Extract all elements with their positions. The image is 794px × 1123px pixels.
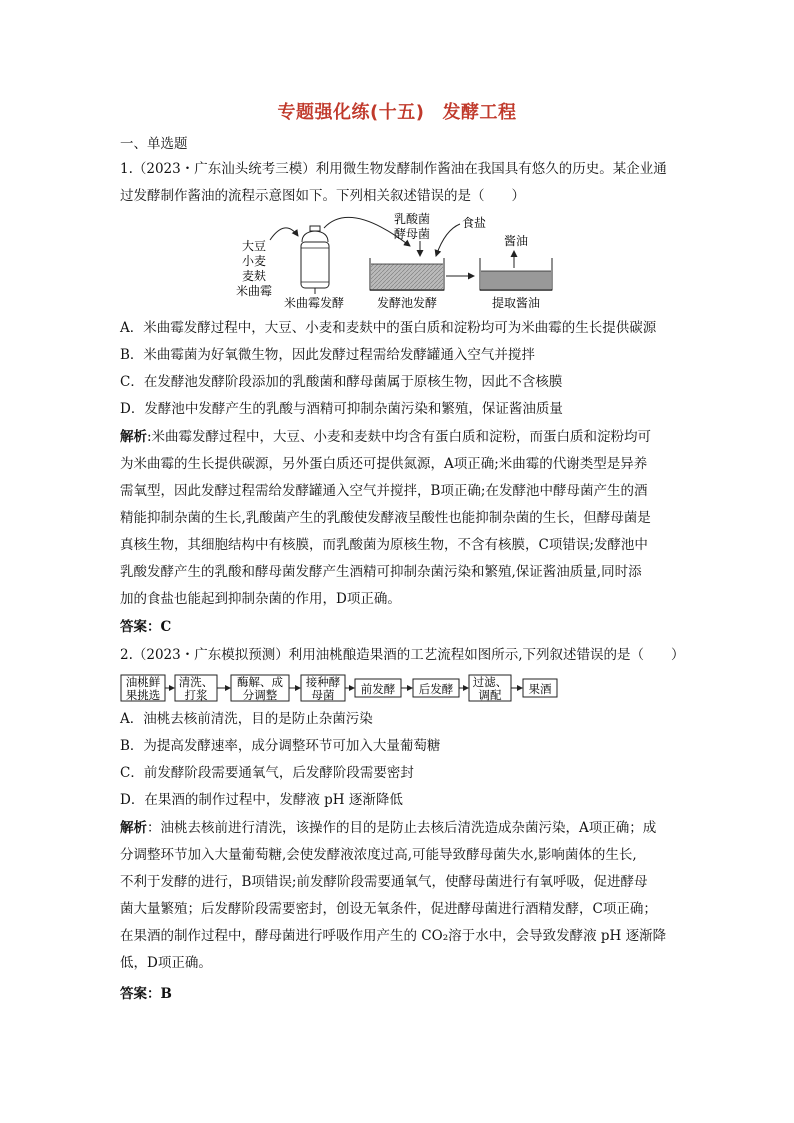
feed-arrow [270,228,298,240]
q1-option-d: D．发酵池中发酵产生的乳酸与酒精可抑制杂菌污染和繁殖，保证酱油质量 [120,401,563,417]
q2-stem: 2.（2023・广东模拟预测）利用油桃酿造果酒的工艺流程如图所示,下列叙述错误的是（ ） [120,647,685,663]
svg-text:后发酵: 后发酵 [418,682,454,696]
fermentation-pool-icon [370,258,444,290]
stage-2-label: 发酵池发酵 [376,296,438,310]
q2-option-c: C．前发酵阶段需要通氧气，后发酵阶段需要密封 [120,765,414,781]
fermenter-tank-icon [301,226,329,294]
page-title [0,98,794,124]
input-aspergillus: 米曲霉 [235,284,273,298]
stage-3-label: 提取酱油 [491,296,541,310]
q2-option-d: D．在果酒的制作过程中，发酵液 pH 逐渐降低 [120,792,403,808]
q1-figure [230,208,570,312]
product-label: 酱油 [503,234,529,248]
section-heading: 一、单选题 [120,136,188,152]
q2-explanation-line-6: 低，D项正确。 [120,955,212,971]
q1-explanation-line-1 [120,427,651,447]
q2-explanation-line-4: 菌大量繁殖；后发酵阶段需要密封，创设无氧条件，促进酵母菌进行酒精发酵，C项正确； [120,901,657,917]
flow-step-5 [355,679,401,697]
q2-option-a: A．油桃去核前清洗，目的是防止杂菌污染 [120,711,373,727]
microbe-lactic: 乳酸菌 [393,212,431,226]
q1-stem-line-1: 1.（2023・广东汕头统考三模）利用微生物发酵制作酱油在我国具有悠久的历史。某企业通 [120,161,667,177]
svg-text:酶解、成: 酶解、成 [237,675,283,689]
input-bran: 麦麸 [241,269,267,283]
salt-arrow [436,224,460,256]
flow-step-3 [231,675,289,702]
title-main: 专题强化练(十五) [277,102,425,123]
svg-text:调配: 调配 [478,688,502,702]
q2-answer: 答案：B [120,986,172,1002]
flow-step-2 [175,675,217,702]
q1-explanation-line-7: 加的食盐也能起到抑制杂菌的作用，D项正确。 [120,591,401,607]
stage-1-label: 米曲霉发酵 [283,296,345,310]
input-wheat: 小麦 [241,254,267,268]
svg-text:分调整: 分调整 [242,688,278,702]
flow-step-7 [469,675,511,702]
flow-step-1 [121,675,165,702]
flow-step-8 [523,679,557,697]
salt-label: 食盐 [461,216,487,230]
q1-explanation-line-2: 为米曲霉的生长提供碳源，另外蛋白质还可提供氮源，A项正确;米曲霉的代谢类型是异养 [120,456,648,472]
svg-text:清洗、: 清洗、 [178,675,214,689]
q1-explanation-label: 解析 [120,429,147,445]
q1-explanation-text-1: :米曲霉发酵过程中，大豆、小麦和麦麸中均含有蛋白质和淀粉，而蛋白质和淀粉均可 [147,429,652,445]
q2-explanation-label: 解析 [120,820,147,836]
q2-explanation-line-5: 在果酒的制作过程中，酵母菌进行呼吸作用产生的 CO₂溶于水中，会导致发酵液 pH 逐渐降 [120,928,667,944]
q1-stem-line-2: 过发酵制作酱油的流程示意图如下。下列相关叙述错误的是（ ） [120,188,525,204]
flow-step-6 [413,679,459,697]
q2-explanation-line-3: 不利于发酵的进行，B项错误;前发酵阶段需要通氧气，使酵母菌进行有氧呼吸，促进酵母 [120,874,648,890]
svg-text:果酒: 果酒 [528,682,552,696]
svg-text:母菌: 母菌 [311,688,335,702]
microbe-yeast: 酵母菌 [393,227,431,241]
q1-option-c: C．在发酵池发酵阶段添加的乳酸菌和酵母菌属于原核生物，因此不含核膜 [120,374,563,390]
extraction-tank-icon [480,258,552,290]
q1-explanation-line-5: 真核生物，其细胞结构中有核膜，而乳酸菌为原核生物，不含有核膜，C项错误;发酵池中 [120,537,648,553]
input-soybean: 大豆 [241,239,267,253]
q2-flow-diagram [120,674,560,702]
svg-text:打浆: 打浆 [184,688,208,702]
title-sub: 发酵工程 [442,102,517,123]
q2-explanation-line-1 [120,818,656,838]
q1-answer: 答案：C [120,619,172,635]
q1-explanation-line-4: 精能抑制杂菌的生长,乳酸菌产生的乳酸使发酵液呈酸性也能抑制杂菌的生长，但酵母菌是 [120,510,651,526]
svg-text:油桃鲜: 油桃鲜 [125,675,161,689]
q1-option-b: B．米曲霉菌为好氧微生物，因此发酵过程需给发酵罐通入空气并搅拌 [120,347,535,363]
q2-explanation-text-1: ：油桃去核前进行清洗，该操作的目的是防止去核后清洗造成杂菌污染，A项正确；成 [147,820,657,836]
q1-explanation-line-6: 乳酸发酵产生的乳酸和酵母菌发酵产生酒精可抑制杂菌污染和繁殖,保证酱油质量,同时添 [120,564,642,580]
svg-text:果挑选: 果挑选 [125,688,161,702]
svg-text:前发酵: 前发酵 [360,682,396,696]
q1-option-a: A．米曲霉发酵过程中，大豆、小麦和麦麸中的蛋白质和淀粉均可为米曲霉的生长提供碳源 [120,320,657,336]
svg-text:过滤、: 过滤、 [472,675,508,689]
q2-option-b: B．为提高发酵速率，成分调整环节可加入大量葡萄糖 [120,738,441,754]
q2-explanation-line-2: 分调整环节加入大量葡萄糖,会使发酵液浓度过高,可能导致酵母菌失水,影响菌体的生长, [120,847,637,863]
svg-text:接种酵: 接种酵 [305,675,341,689]
q1-explanation-line-3: 需氧型，因此发酵过程需给发酵罐通入空气并搅拌，B项正确;在发酵池中酵母菌产生的酒 [120,483,648,499]
flow-step-4 [301,675,345,702]
